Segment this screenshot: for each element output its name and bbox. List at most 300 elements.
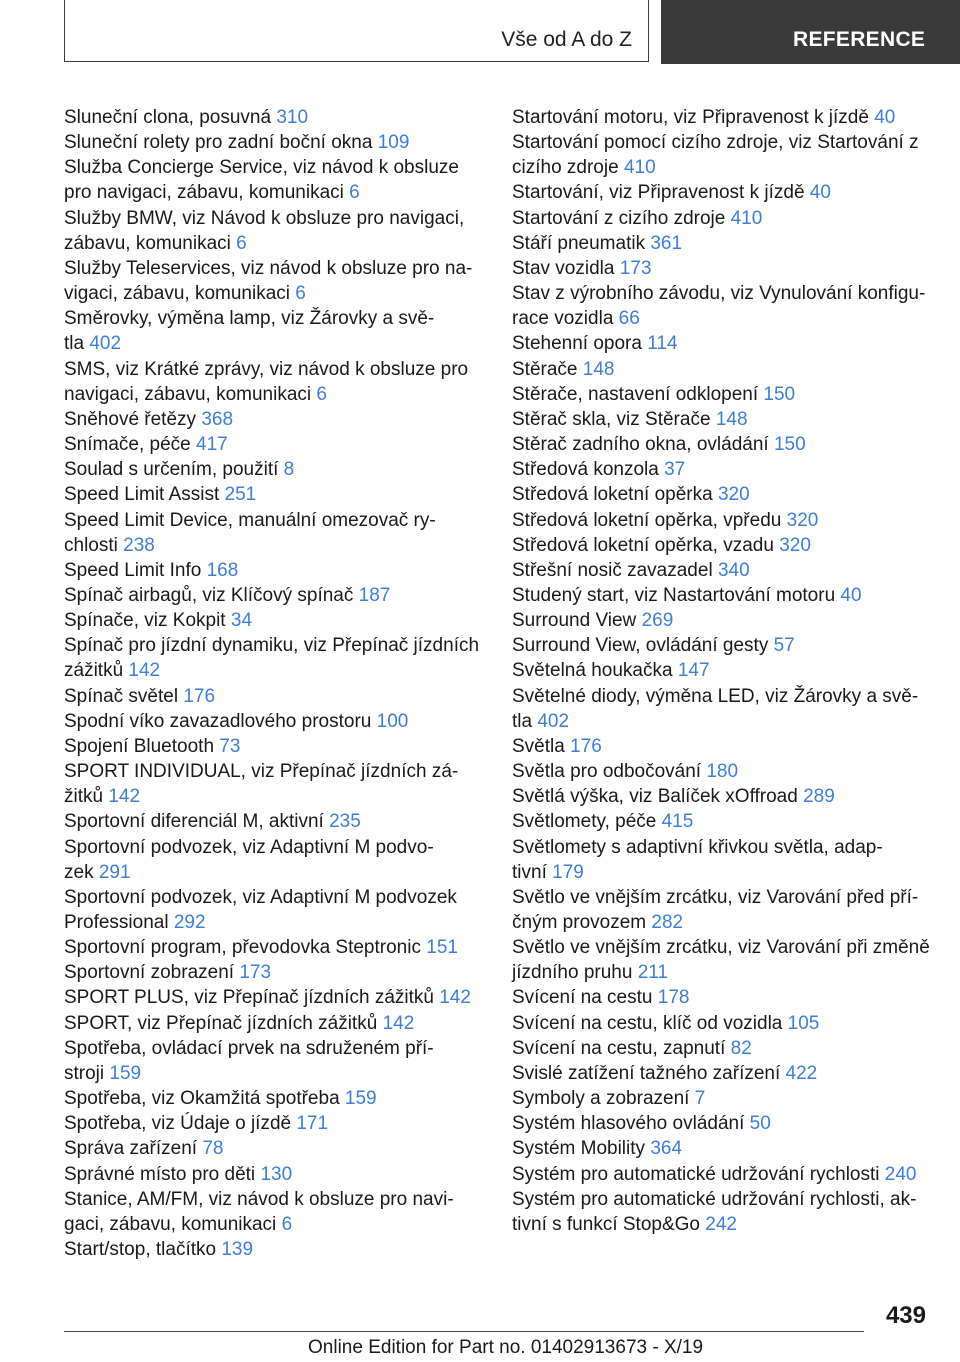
page-link[interactable]: 289 (803, 786, 835, 808)
index-entry-text (64, 709, 484, 734)
page-link[interactable]: 142 (108, 786, 141, 808)
index-entry-term: vigaci, zábavu, komunikaci (64, 283, 290, 305)
page-link[interactable]: 159 (109, 1062, 142, 1084)
index-entry (64, 935, 484, 960)
page-link[interactable]: 139 (221, 1239, 254, 1261)
index-entry-text: Sportovní podvozek, viz Adaptivní M podvozek (64, 886, 457, 908)
index-entry-text (64, 432, 484, 457)
page-link[interactable]: 402 (537, 710, 570, 732)
index-entry-text (512, 1111, 932, 1136)
index-entry-text: Světlo ve vnějším zrcátku, viz Varování při změně (512, 937, 930, 959)
page-link[interactable]: 310 (276, 107, 309, 128)
page-link[interactable]: 320 (786, 509, 819, 531)
index-entry (64, 1136, 484, 1161)
index-entry-text: Sportovní podvozek, viz Adaptivní M podvo‐ (64, 836, 434, 858)
index-entry-term: chlosti (64, 534, 118, 556)
index-entry (512, 1111, 932, 1136)
page-link[interactable]: 187 (358, 584, 391, 606)
index-entry-term: Správa zařízení (64, 1138, 198, 1160)
index-entry-text (64, 1011, 484, 1036)
page-link[interactable]: 150 (773, 434, 806, 456)
index-entry-term: Startování motoru, viz Připravenost k jízdě (512, 107, 869, 128)
index-entry (512, 1187, 932, 1237)
index-entry-text (512, 432, 932, 457)
index-entry (64, 457, 484, 482)
index-entry-term: Stěrače (512, 358, 578, 380)
page-link[interactable]: 142 (382, 1012, 415, 1034)
index-entry-text (64, 1061, 484, 1086)
index-entry (512, 684, 932, 734)
index-entry (512, 1011, 932, 1036)
page-link[interactable]: 8 (283, 459, 295, 481)
index-entry-text (512, 734, 932, 759)
index-entry-text: Služby BMW, viz Návod k obsluze pro navigaci, (64, 207, 465, 229)
index-entry (64, 558, 484, 583)
index-entry-text (64, 1111, 484, 1136)
index-entry-term: Systém hlasového ovládání (512, 1113, 745, 1135)
index-entry-term: stroji (64, 1062, 105, 1084)
index-entry-text (64, 985, 484, 1010)
index-entry-term: Středová konzola (512, 459, 659, 481)
index-entry (512, 533, 932, 558)
page-link[interactable]: 361 (650, 232, 683, 254)
index-entry-term: Stěrače, nastavení odklopení (512, 383, 759, 405)
index-entry-term: Startování z cizího zdroje (512, 207, 726, 229)
index-entry-text (64, 533, 484, 558)
index-entry (512, 784, 932, 809)
index-entry-term: tivní s funkcí Stop&Go (512, 1213, 700, 1235)
page-link[interactable]: 142 (128, 660, 161, 682)
index-entry-term: Středová loketní opěrka, vzadu (512, 534, 774, 556)
index-entry (64, 256, 484, 306)
index-entry (512, 583, 932, 608)
page-link[interactable]: 150 (763, 383, 796, 405)
header-section-box (64, 0, 649, 62)
index-entry-text (512, 1162, 932, 1187)
index-entry (512, 482, 932, 507)
page-link[interactable]: 179 (552, 861, 584, 883)
index-entry (64, 885, 484, 935)
index-entry-text (512, 231, 932, 256)
index-entry (64, 684, 484, 709)
index-entry-text (512, 910, 932, 935)
index-entry-text (64, 658, 484, 683)
page-link[interactable]: 415 (661, 811, 694, 833)
index-entry-text (64, 180, 484, 205)
index-entry-term: tla (512, 710, 533, 732)
index-column-left (64, 105, 484, 1262)
page-link[interactable]: 105 (787, 1012, 820, 1034)
index-entry-text (512, 155, 932, 180)
index-entry-term: Surround View, ovládání gesty (512, 635, 769, 657)
index-entry (64, 105, 484, 130)
index-entry-term: jízdního pruhu (512, 962, 633, 984)
index-entry (64, 633, 484, 683)
page-link[interactable]: 410 (623, 157, 656, 179)
index-entry-text: Systém pro automatické udržování rychlosti, ak‐ (512, 1188, 917, 1210)
footer-divider (64, 1331, 864, 1332)
page-link[interactable]: 37 (664, 459, 686, 481)
page-link[interactable]: 269 (641, 610, 674, 632)
index-entry-text (64, 960, 484, 985)
header-tab-reference (661, 0, 960, 64)
index-entry-text: Služby Teleservices, viz návod k obsluze pro na‐ (64, 257, 473, 279)
index-entry (512, 180, 932, 205)
index-entry-text (64, 331, 484, 356)
index-entry (512, 256, 932, 281)
index-entry-text (64, 382, 484, 407)
index-entry-term: gaci, zábavu, komunikaci (64, 1213, 277, 1235)
index-entry (512, 432, 932, 457)
index-entry-text (64, 809, 484, 834)
index-entry (64, 734, 484, 759)
index-entry-term: Snímače, péče (64, 434, 191, 456)
index-entry-text (64, 860, 484, 885)
index-entry-text (512, 206, 932, 231)
page-link[interactable]: 148 (582, 358, 615, 380)
page-link[interactable]: 100 (376, 710, 409, 732)
page-number: 439 (885, 1302, 926, 1329)
index-entry-text (64, 784, 484, 809)
index-entry-term: Professional (64, 912, 169, 933)
index-entry (64, 1187, 484, 1237)
index-entry-text: Světlo ve vnějším zrcátku, viz Varování před pří‐ (512, 886, 919, 908)
index-entry-term: Systém Mobility (512, 1138, 646, 1160)
index-entry (64, 1162, 484, 1187)
index-entry-term: Stěrač zadního okna, ovládání (512, 434, 769, 456)
index-entry-term: race vozidla (512, 308, 614, 330)
index-entry-term: Spínače, viz Kokpit (64, 610, 226, 632)
index-entry (512, 835, 932, 885)
page-link[interactable]: 173 (239, 962, 272, 984)
index-entry-text (64, 407, 484, 432)
page-link[interactable]: 40 (874, 107, 896, 128)
index-entry-term: SPORT PLUS, viz Přepínač jízdních zážitků (64, 987, 434, 1009)
index-entry-term: pro navigaci, zábavu, komunikaci (64, 182, 344, 204)
index-entry (512, 558, 932, 583)
index-entry-term: Systém pro automatické udržování rychlosti (512, 1163, 880, 1185)
index-entry (512, 759, 932, 784)
page-link[interactable]: 82 (730, 1037, 752, 1059)
index-entry-text (512, 457, 932, 482)
index-entry-term: Stáří pneumatik (512, 232, 646, 254)
index-entry (64, 508, 484, 558)
page-link[interactable]: 159 (344, 1088, 377, 1110)
index-entry (64, 985, 484, 1010)
section-title: Vše od A do Z (501, 28, 632, 51)
index-entry (512, 608, 932, 633)
index-entry-term: Stěrač skla, viz Stěrače (512, 408, 711, 430)
page-link[interactable]: 151 (426, 937, 458, 959)
index-entry-text (64, 684, 484, 709)
index-entry-text: Stav z výrobního závodu, viz Vynulování konfigu‐ (512, 283, 926, 305)
tab-label: REFERENCE (793, 28, 926, 51)
page-link[interactable]: 6 (236, 232, 247, 254)
page-link[interactable]: 292 (173, 912, 206, 933)
index-entry-term: Sportovní program, převodovka Steptronic (64, 937, 421, 959)
index-entry-text: SMS, viz Krátké zprávy, viz návod k obsluze pro (64, 358, 469, 380)
index-entry-term: Startování, viz Připravenost k jízdě (512, 182, 805, 204)
index-entry (512, 1136, 932, 1161)
index-entry (64, 482, 484, 507)
index-entry (512, 130, 932, 180)
page-link[interactable]: 238 (123, 534, 155, 556)
index-entry (512, 734, 932, 759)
index-entry (512, 985, 932, 1010)
index-entry (64, 357, 484, 407)
index-entry-term: Sluneční rolety pro zadní boční okna (64, 132, 373, 154)
index-entry-text (512, 1061, 932, 1086)
page-link[interactable]: 6 (281, 1213, 293, 1235)
index-entry (64, 1086, 484, 1111)
index-entry-text: Světlomety s adaptivní křivkou světla, adap‐ (512, 836, 883, 858)
index-entry-term: zek (64, 861, 94, 883)
page-link[interactable]: 50 (749, 1113, 771, 1135)
index-entry-term: Svislé zatížení tažného zařízení (512, 1062, 781, 1084)
page-link[interactable]: 180 (706, 761, 739, 783)
index-entry (64, 407, 484, 432)
page-link[interactable]: 7 (694, 1088, 706, 1110)
index-entry (512, 231, 932, 256)
index-entry-term: Soulad s určením, použití (64, 459, 279, 481)
index-entry-text (64, 1212, 484, 1237)
index-entry-term: Spodní víko zavazadlového prostoru (64, 710, 372, 732)
index-entry-text (64, 231, 484, 256)
index-entry (512, 407, 932, 432)
index-entry (512, 382, 932, 407)
index-entry-term: Spotřeba, viz Údaje o jízdě (64, 1113, 292, 1135)
index-entry-text (512, 809, 932, 834)
page-link[interactable]: 142 (439, 987, 471, 1009)
index-entry (512, 1036, 932, 1061)
index-entry-text (512, 583, 932, 608)
index-entry-term: Sluneční clona, posuvná (64, 107, 272, 128)
index-entry-text (512, 1086, 932, 1111)
index-entry-term: žitků (64, 786, 104, 808)
index-entry-text (64, 1162, 484, 1187)
page-link[interactable]: 168 (206, 559, 239, 581)
index-entry (64, 1011, 484, 1036)
index-entry-text (64, 457, 484, 482)
page-link[interactable]: 235 (329, 811, 361, 833)
page-link[interactable]: 422 (785, 1062, 818, 1084)
index-entry-term: zážitků (64, 660, 124, 682)
page-link[interactable]: 171 (296, 1113, 329, 1135)
index-entry-text (64, 130, 484, 155)
index-entry (64, 759, 484, 809)
index-entry (512, 281, 932, 331)
index-entry-text: Speed Limit Device, manuální omezovač ry‐ (64, 509, 436, 531)
page-link[interactable]: 6 (295, 283, 306, 305)
index-entry-text (64, 910, 484, 935)
page-link[interactable]: 57 (773, 635, 795, 657)
index-entry-text (512, 558, 932, 583)
index-entry-term: Spínač světel (64, 685, 179, 707)
index-entry-text (512, 533, 932, 558)
index-entry-term: Surround View (512, 610, 637, 632)
page-link[interactable]: 66 (618, 308, 640, 330)
index-entry-text (512, 784, 932, 809)
page-link[interactable]: 291 (98, 861, 131, 883)
index-entry (64, 960, 484, 985)
index-entry-term: Světlomety, péče (512, 811, 657, 833)
index-entry-term: Středová loketní opěrka, vpředu (512, 509, 782, 531)
index-entry-text (512, 1212, 932, 1237)
page-link[interactable]: 6 (349, 182, 360, 204)
page-link[interactable]: 176 (570, 735, 602, 757)
index-entry (64, 583, 484, 608)
page-link[interactable]: 147 (677, 660, 710, 682)
index-entry-text (64, 1237, 484, 1262)
index-entry (64, 1036, 484, 1086)
index-entry-text (512, 608, 932, 633)
index-entry-term: Svícení na cestu (512, 987, 653, 1009)
index-entry (512, 885, 932, 935)
index-entry-text (512, 1011, 932, 1036)
index-entry-text (512, 105, 932, 130)
index-entry-text (512, 508, 932, 533)
index-entry (512, 1162, 932, 1187)
index-entry-text: Spotřeba, ovládací prvek na sdruženém pří‐ (64, 1037, 434, 1059)
index-entry-text (512, 960, 932, 985)
index-entry-text: Světelné diody, výměna LED, viz Žárovky a svě‐ (512, 685, 919, 707)
page-link[interactable]: 368 (201, 408, 234, 430)
index-entry-text (64, 105, 484, 130)
index-entry (64, 432, 484, 457)
page-link[interactable]: 320 (717, 484, 750, 506)
index-entry-text (512, 331, 932, 356)
index-entry-term: Stav vozidla (512, 257, 615, 279)
index-entry-term: tivní (512, 861, 547, 883)
index-entry-term: čným provozem (512, 912, 647, 933)
index-entry (512, 331, 932, 356)
index-entry-text (512, 1136, 932, 1161)
index-entry-text (512, 633, 932, 658)
footer-edition-text: Online Edition for Part no. 01402913673 - X/19 (308, 1337, 704, 1358)
index-entry-text (64, 558, 484, 583)
page-link[interactable]: 130 (260, 1163, 293, 1185)
index-entry (64, 608, 484, 633)
index-entry-term: Studený start, viz Nastartování motoru (512, 584, 836, 606)
index-entry-term: Světla (512, 735, 565, 757)
index-entry-text (64, 281, 484, 306)
index-entry (64, 206, 484, 256)
index-entry-term: Spínač airbagů, viz Klíčový spínač (64, 584, 354, 606)
page-link[interactable]: 173 (619, 257, 652, 279)
page-link[interactable]: 78 (202, 1138, 224, 1160)
index-entry-text: SPORT INDIVIDUAL, viz Přepínač jízdních zá‐ (64, 761, 459, 783)
page-link[interactable]: 364 (650, 1138, 683, 1160)
index-entry-term: Svícení na cestu, klíč od vozidla (512, 1012, 783, 1034)
index-entry-text (512, 256, 932, 281)
index-entry-text: Startování pomocí cizího zdroje, viz Startování z (512, 132, 919, 154)
page-link[interactable]: 320 (779, 534, 811, 556)
index-entry-text: Stanice, AM/FM, viz návod k obsluze pro navi‐ (64, 1188, 454, 1210)
index-entry-term: Sportovní diferenciál M, aktivní (64, 811, 324, 833)
index-entry-text (512, 357, 932, 382)
page-link[interactable]: 402 (89, 333, 122, 355)
index-entry-text: Směrovky, výměna lamp, viz Žárovky a svě‐ (64, 308, 435, 330)
page-link[interactable]: 240 (884, 1163, 917, 1185)
page-link[interactable]: 148 (715, 408, 748, 430)
index-entry-text: Spínač pro jízdní dynamiku, viz Přepínač jízdních (64, 635, 480, 657)
index-entry (64, 1237, 484, 1262)
page-link[interactable]: 34 (230, 610, 253, 632)
index-entry-text (512, 1036, 932, 1061)
page-link[interactable]: 242 (705, 1213, 737, 1235)
index-entry (512, 357, 932, 382)
page-link[interactable]: 282 (651, 912, 684, 933)
index-entry-term: Světlá výška, viz Balíček xOffroad (512, 786, 798, 808)
index-entry-term: zábavu, komunikaci (64, 232, 231, 254)
page-link[interactable]: 178 (657, 987, 690, 1009)
index-entry (512, 1086, 932, 1111)
index-entry-term: Stehenní opora (512, 333, 642, 355)
index-entry (64, 809, 484, 834)
index-entry-text (512, 658, 932, 683)
page-link[interactable]: 114 (647, 333, 678, 355)
page-link[interactable]: 73 (219, 735, 241, 757)
index-entry-text (64, 1136, 484, 1161)
index-entry-text (64, 734, 484, 759)
index-entry (64, 1111, 484, 1136)
index-entry-term: Spotřeba, viz Okamžitá spotřeba (64, 1088, 340, 1110)
index-entry-text (512, 382, 932, 407)
index-entry-term: Symboly a zobrazení (512, 1088, 690, 1110)
index-entry-text (64, 583, 484, 608)
index-entry (64, 130, 484, 155)
page-link[interactable]: 410 (730, 207, 763, 229)
index-entry (512, 633, 932, 658)
page-link[interactable]: 109 (377, 132, 410, 154)
index-entry (512, 658, 932, 683)
index-entry-term: Spojení Bluetooth (64, 735, 215, 757)
index-entry-text (512, 306, 932, 331)
index-entry-term: Světla pro odbočování (512, 761, 702, 783)
index-entry (512, 935, 932, 985)
index-entry-text (512, 860, 932, 885)
index-entry (512, 1061, 932, 1086)
index-entry (512, 206, 932, 231)
index-entry-term: Svícení na cestu, zapnutí (512, 1037, 726, 1059)
index-entry-term: navigaci, zábavu, komunikaci (64, 383, 312, 405)
page-link[interactable]: 211 (637, 962, 668, 984)
index-entry-term: SPORT, viz Přepínač jízdních zážitků (64, 1012, 378, 1034)
page-link[interactable]: 40 (840, 584, 862, 606)
index-entry-term: Speed Limit Info (64, 559, 202, 581)
page-link[interactable]: 40 (809, 182, 831, 204)
index-entry-text: Služba Concierge Service, viz návod k obsluze (64, 157, 459, 179)
page-link[interactable]: 417 (196, 434, 228, 456)
index-entry-term: Start/stop, tlačítko (64, 1239, 217, 1261)
page-link[interactable]: 340 (717, 559, 750, 581)
page-link[interactable]: 6 (316, 383, 327, 405)
index-entry-term: Sněhové řetězy (64, 408, 197, 430)
index-entry-text (512, 180, 932, 205)
page-link[interactable]: 176 (183, 685, 216, 707)
index-entry (512, 105, 932, 130)
index-entry (512, 457, 932, 482)
index-entry-text (512, 985, 932, 1010)
index-entry-text (64, 1086, 484, 1111)
index-entry-text (512, 709, 932, 734)
index-entry-term: Střešní nosič zavazadel (512, 559, 713, 581)
index-entry (64, 155, 484, 205)
page-link[interactable]: 251 (224, 484, 257, 506)
index-entry-term: Světelná houkačka (512, 660, 673, 682)
index-entry-term: Správné místo pro děti (64, 1163, 256, 1185)
index-entry (512, 809, 932, 834)
